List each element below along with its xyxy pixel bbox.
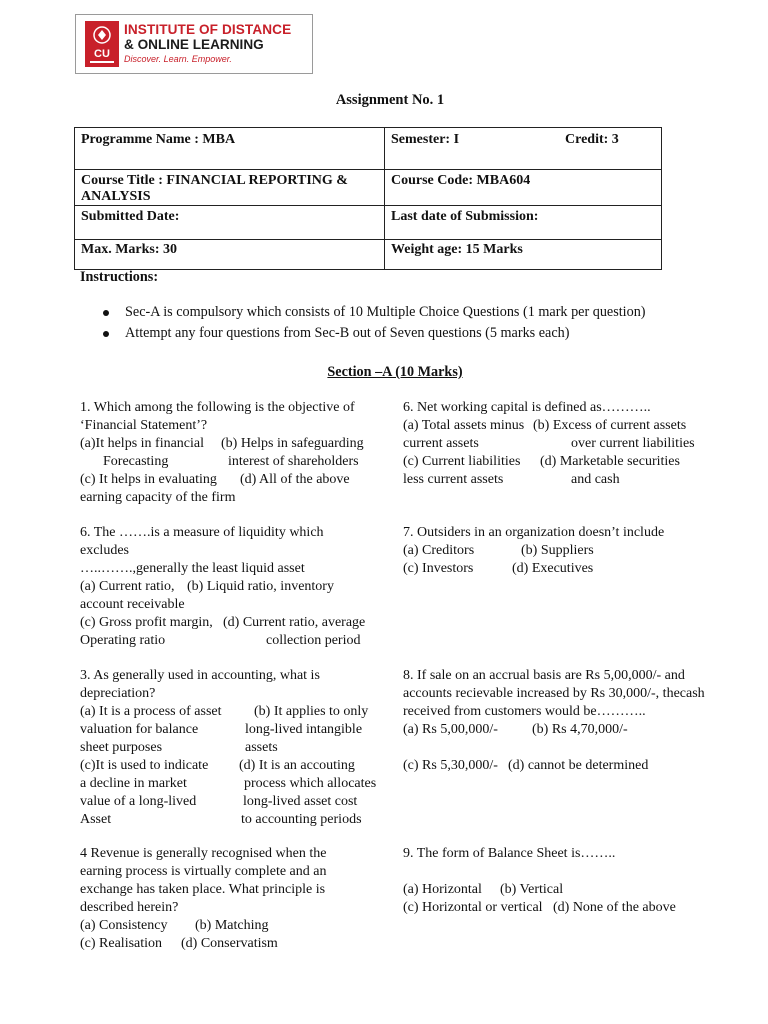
logo-line-2: & ONLINE LEARNING [124,37,264,52]
weightage-cell: Weight age: 15 Marks [385,240,662,270]
question-4: 4 Revenue is generally recognised when the earning process is virtually complete and an exchange has taken place. What principle is described herein? (a) Consistency (b) Matching (c) Realisation (d) Conservatism [80,846,327,951]
instruction-item: Sec-A is compulsory which consists of 10 Multiple Choice Questions (1 mark per question) [103,304,646,325]
section-a-heading: Section –A (10 Marks) [327,364,463,380]
bullet-icon [103,331,109,337]
credit-label: Credit: 3 [565,132,619,147]
last-date-cell: Last date of Submission: [385,206,662,240]
logo-line-1: INSTITUTE OF DISTANCE [124,22,292,37]
question-7: 7. Outsiders in an organization doesn’t include (a) Creditors (b) Suppliers (c) Investors (d) Executives [403,525,665,576]
max-marks-cell: Max. Marks: 30 [75,240,385,270]
university-seal-icon [85,21,119,67]
institute-logo [75,14,313,74]
question-1: 1. Which among the following is the objective of ‘Financial Statement’? (a)It helps in financial (b) Helps in safeguarding Forecasting interest of shareholders (c) It helps in evaluating (d) All of the above earning capacity of the firm [80,400,364,505]
course-info-table [74,127,662,270]
course-code-cell: Course Code: MBA604 [385,170,662,206]
assignment-title: Assignment No. 1 [335,92,445,108]
question-6-left: 6. The …….is a measure of liquidity which excludes …..…….,generally the least liquid asset (a) Current ratio, (b) Liquid ratio, inventory account receivable (c) Gross profit margin, (d) Current ratio, average Operating ratio collection period [80,525,366,648]
question-3: 3. As generally used in accounting, what is depreciation? (a) It is a process of asset (b) It applies to only valuation for balance long-lived intangible sheet purposes assets (c)It is used to indicate (d) It is an accouting a decline in market process which allocates value of a long-lived long-lived asset cost Asset to accounting periods [80,668,377,827]
submitted-date-cell: Submitted Date: [75,206,385,240]
question-8: 8. If sale on an accrual basis are Rs 5,00,000/- and accounts recievable increased by Rs 30,000/-, thecash received from customers would be……….. (a) Rs 5,00,000/- (b) Rs 4,70,000/- (c) Rs 5,30,000/- (d) cannot be determined [403,668,705,773]
question-9: 9. The form of Balance Sheet is…….. (a) Horizontal (b) Vertical (c) Horizontal or vertical (d) None of the above [403,846,676,915]
semester-label: Semester: I [391,132,460,147]
programme-cell: Programme Name : MBA [75,128,385,170]
instructions-list [103,304,646,346]
course-title-cell: Course Title : FINANCIAL REPORTING & ANALYSIS [75,170,385,206]
semester-cell [385,128,662,170]
instruction-item: Attempt any four questions from Sec-B out of Seven questions (5 marks each) [103,325,646,346]
svg-text:CU: CU [94,48,110,60]
logo-tagline: Discover. Learn. Empower. [124,54,232,64]
bullet-icon [103,310,109,316]
question-6-right: 6. Net working capital is defined as……….. (a) Total assets minus (b) Excess of current assets current assets over current liabilities (c) Current liabilities (d) Marketable securities less current assets and cash [403,400,695,487]
instructions-heading: Instructions: [80,269,159,285]
